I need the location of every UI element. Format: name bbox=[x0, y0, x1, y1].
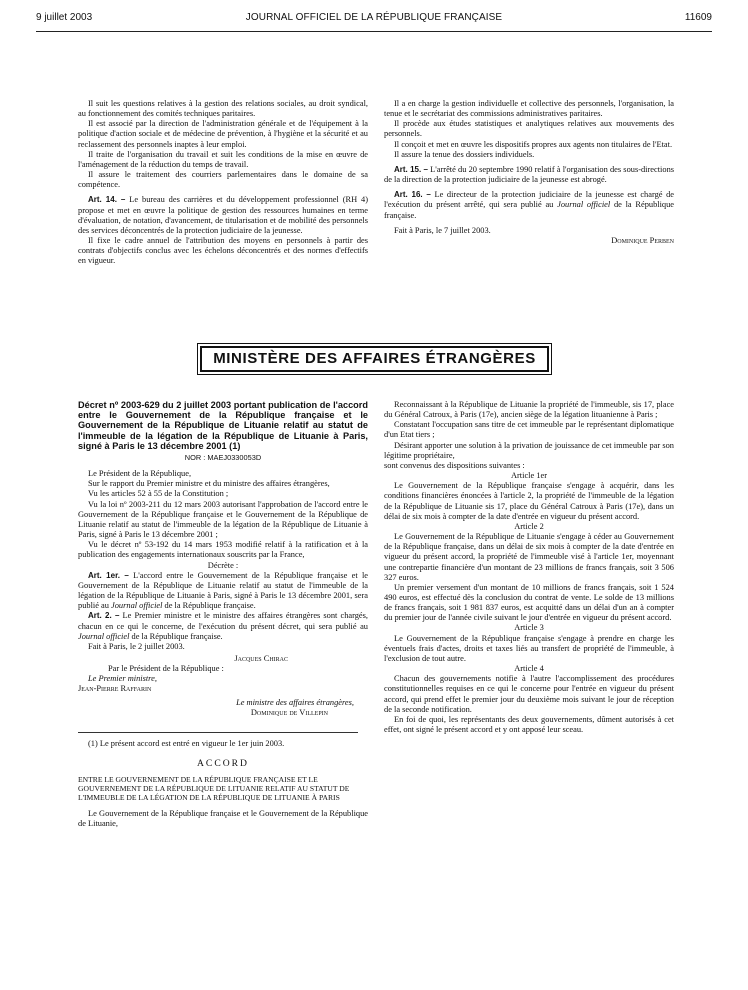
paragraph: Vu le décret nº 53-192 du 14 mars 1953 modifié relatif à la ratification et à la publication des engagements internationaux souscrits par la France, bbox=[78, 540, 368, 560]
minister-name: Dominique de Villepin bbox=[250, 707, 328, 717]
paragraph: Il traite de l'organisation du travail et suit les conditions de la mise en œuvre de l'aménagement de la réduction du temps de travail. bbox=[78, 149, 368, 169]
signature: Dominique Perben bbox=[611, 235, 674, 245]
par-le-president: Par le Président de la République : bbox=[108, 664, 224, 674]
article-3-text: Le Gouvernement de la République française s'engage à prendre en charge les éventuels frais d'actes, droits et taxes liés au transfert de propriété de l'immeuble, à l'exclusion de tout autre. bbox=[384, 633, 674, 663]
decrete: Décrète : bbox=[207, 560, 239, 570]
journal-title: JOURNAL OFFICIEL DE LA RÉPUBLIQUE FRANÇAISE bbox=[245, 12, 503, 23]
article-4-text: Chacun des gouvernements notifie à l'autre l'accomplissement des procédures constitutionnelles requises en ce qui le concerne pour l'entrée en vigueur du présent accord, qui prend effet le premier jour du deuxième mois suivant le jour de réception de la seconde notification. bbox=[384, 674, 674, 714]
journal-officiel-ref: Journal officiel bbox=[111, 601, 163, 611]
nor-reference: NOR : MAEJ0330053D bbox=[184, 453, 262, 463]
paragraph: Le Président de la République, bbox=[88, 469, 192, 479]
accord-intro: Le Gouvernement de la République française et le Gouvernement de la République de Lituanie, bbox=[78, 808, 368, 828]
paragraph: Constatant l'occupation sans titre de cet immeuble par le représentant diplomatique d'un Etat tiers ; bbox=[384, 420, 674, 440]
decree-title: Décret nº 2003-629 du 2 juillet 2003 portant publication de l'accord entre le Gouvernement de la République française et le Gouvernement de la République de Lituanie relatif au statut de l'immeuble de la légation de la République de Lituanie à Paris, signé à Paris le 13 décembre 2001 (1) bbox=[78, 400, 368, 451]
article-16: Art. 16. – Le directeur de la protection judiciaire de la jeunesse est chargé de l'exécution du présent arrêté, qui sera publié au Journal officiel de la République française. bbox=[384, 190, 675, 220]
article-text: L'arrêté du 20 septembre 1990 relatif à l'organisation des sous-directions de la direction de la protection judiciaire de la jeunesse est abrogé. bbox=[384, 164, 675, 185]
paragraph: Il fixe le cadre annuel de l'attribution des moyens en personnels à partir des contrats d'objectifs conclus avec les échelons déconcentrés et des normes d'effectifs en vigueur. bbox=[78, 236, 368, 266]
paragraph: Il assure le traitement des courriers parlementaires dans le domaine de sa compétence. bbox=[78, 170, 368, 190]
accord-parties: ENTRE LE GOUVERNEMENT DE LA RÉPUBLIQUE FRANÇAISE ET LE GOUVERNEMENT DE LA RÉPUBLIQUE DE LITUANIE RELATIF AU STATUT DE L'IMMEUBLE DE LA LÉGATION DE LA RÉPUBLIQUE DE LITUANIE À PARIS bbox=[78, 775, 350, 803]
paragraph: Sur le rapport du Premier ministre et du ministre des affaires étrangères, bbox=[88, 479, 330, 489]
paragraph: Il a en charge la gestion individuelle et collective des personnels, l'organisation, la tenue et le secrétariat des commissions administratives paritaires. bbox=[384, 99, 674, 119]
top-right-column bbox=[384, 99, 674, 246]
paragraph: Reconnaissant à la République de Lituanie la propriété de l'immeuble, sis 17, place du Général Catroux, à Paris (17e), ancien siège de la légation lituanienne à Paris ; bbox=[384, 400, 674, 420]
article-1: Art. 1er. – L'accord entre le Gouvernement de la République française et le Gouvernement de la République de Lituanie relatif au statut de l'immeuble de la légation de la République de Lituanie à Paris, signé à Paris le 13 décembre 2001, sera publié au Journal officiel de la République française. bbox=[78, 570, 369, 611]
article-2-text: Le Gouvernement de la République de Lituanie s'engage à céder au Gouvernement de la République française, dans un délai de six mois à compter de la date d'entrée en vigueur du présent accord, la propriété de l'immeuble visé à l'article 1er, moyennant une contrepartie financière d'un montant de 23 millions de francs français, soit 3 506 327 euros. bbox=[384, 532, 674, 582]
article-label: Art. 14. – bbox=[88, 195, 126, 205]
paragraph: Désirant apporter une solution à la privation de jouissance de cet immeuble par son légitime propriétaire, bbox=[384, 440, 674, 460]
article-4-heading: Article 4 bbox=[514, 664, 544, 674]
article-label: Art. 16. – bbox=[394, 190, 431, 200]
paragraph: sont convenus des dispositions suivantes : bbox=[384, 460, 525, 470]
header-rule bbox=[36, 31, 712, 32]
paragraph: Vu la loi nº 2003-211 du 12 mars 2003 autorisant l'approbation de l'accord entre le Gouvernement de la République française et le Gouvernement de la République de Lituanie relatif au statut de l'immeuble de la légation de la République de Lituanie à Paris, signé à Paris le 13 décembre 2001 ; bbox=[78, 499, 368, 540]
president-signature: Jacques Chirac bbox=[234, 653, 288, 663]
fait-a-paris: Fait à Paris, le 7 juillet 2003. bbox=[394, 225, 491, 235]
header-date: 9 juillet 2003 bbox=[36, 12, 93, 23]
paragraph: Il suit les questions relatives à la gestion des relations sociales, au droit syndical, au fonctionnement des comités techniques paritaires. bbox=[78, 99, 368, 119]
fait-a-paris: Fait à Paris, le 2 juillet 2003. bbox=[88, 641, 185, 651]
article-2-heading: Article 2 bbox=[514, 521, 544, 531]
accord-heading: ACCORD bbox=[197, 758, 249, 770]
top-left-column bbox=[78, 99, 368, 267]
paragraph: Il est associé par la direction de l'administration générale et de l'équipement à la politique d'action sociale et de médecine de prévention, à l'hygiène et la sécurité et au reclassement des personnels inaptes à leur emploi. bbox=[78, 119, 368, 149]
page-number: 11609 bbox=[684, 12, 712, 23]
ministry-banner: MINISTÈRE DES AFFAIRES ÉTRANGÈRES bbox=[200, 346, 549, 372]
article-15 bbox=[384, 165, 674, 185]
article-1-heading: Article 1er bbox=[510, 471, 548, 481]
decree-column bbox=[78, 400, 368, 829]
article-label: Art. 1er. – bbox=[88, 570, 129, 580]
accord-column bbox=[384, 400, 674, 735]
article-2: Art. 2. – Le Premier ministre et le ministre des affaires étrangères sont chargés, chacun en ce qui le concerne, de l'exécution du présent décret, qui sera publié au Journal officiel de la République française. bbox=[78, 611, 369, 641]
paragraph: Il assure la tenue des dossiers individuels. bbox=[394, 149, 535, 159]
article-text: Le bureau des carrières et du développement professionnel (RH 4) propose et met en œuvre la politique de gestion des ressources humaines en terme d'évaluation, de notation, d'avancement, de titularisation et de mobilité des personnels des services déconcentrés de la protection judiciaire de la jeunesse. bbox=[78, 195, 368, 235]
article-4-text: En foi de quoi, les représentants des deux gouvernements, dûment autorisés à cet effet, ont signé le présent accord et y ont apposé leur sceau. bbox=[384, 714, 674, 734]
pm-title: Le Premier ministre, bbox=[88, 674, 157, 684]
article-label: Art. 15. – bbox=[394, 164, 428, 174]
paragraph: Il conçoit et met en œuvre les dispositifs propres aux agents non titulaires de l'Etat. bbox=[394, 139, 673, 149]
pm-name: Jean-Pierre Raffarin bbox=[78, 684, 152, 694]
article-14 bbox=[78, 195, 368, 236]
footnote: (1) Le présent accord est entré en vigueur le 1er juin 2003. bbox=[88, 738, 285, 748]
paragraph: Vu les articles 52 à 55 de la Constitution ; bbox=[88, 489, 229, 499]
journal-officiel-ref: Journal officiel bbox=[557, 200, 611, 210]
article-label: Art. 2. – bbox=[88, 611, 120, 621]
journal-officiel-ref: Journal officiel bbox=[78, 631, 130, 641]
article-3-heading: Article 3 bbox=[514, 623, 544, 633]
paragraph: Il procède aux études statistiques et analytiques relatives aux mouvements des personnels. bbox=[384, 119, 674, 139]
page-header bbox=[36, 12, 712, 26]
article-1-text: Le Gouvernement de la République française s'engage à acquérir, dans les conditions financières énoncées à l'article 2, la propriété de l'immeuble de la légation de la République de Lituanie sis 17, place du Général Catroux à Paris (17e), dans un délai de six mois à compter de la date d'entrée en vigueur du présent accord. bbox=[384, 481, 674, 521]
article-2-text: Un premier versement d'un montant de 10 millions de francs français, soit 1 524 490 euros, est effectué dès la conclusion du contrat de vente. Le solde de 13 millions de francs français, soit 1 981 837 euros, est acquitté dans un délai d'un an à compter du premier jour de l'année civile suivant le jour d'entrée en vigueur du présent accord. bbox=[384, 582, 674, 623]
minister-title: Le ministre des affaires étrangères, bbox=[236, 697, 354, 707]
footnote-rule bbox=[78, 732, 358, 733]
